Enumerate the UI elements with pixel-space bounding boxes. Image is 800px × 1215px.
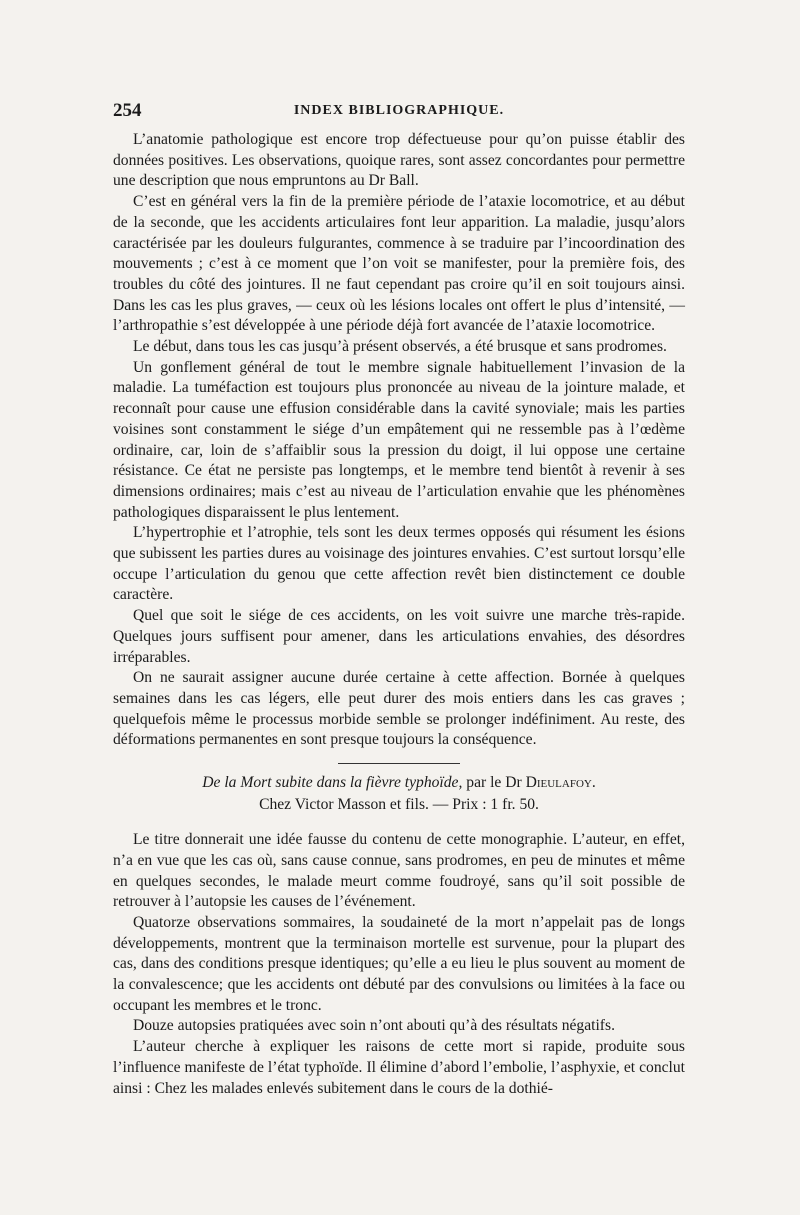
paragraph: L’anatomie pathologique est encore trop défectueuse pour qu’on puisse établir des données positives. Les observations, quoique rares, sont assez concordantes pour permettre une description que nous empruntons au Dr Ball. <box>113 131 685 190</box>
paragraph: L’hypertrophie et l’atrophie, tels sont les deux termes opposés qui résument les ésions que subissent les parties dures au voisinage des jointures envahies. C’est surtout lorsqu’elle occupe l’articulation du genou que cette affection revêt bien distinctement ce double caractère. <box>113 524 685 604</box>
running-title: INDEX BIBLIOGRAPHIQUE. <box>293 103 505 118</box>
review-title-by: par le Dr <box>462 774 526 792</box>
paragraph: Quel que soit le siége de ces accidents, on les voit suivre une marche très-rapide. Quelques jours suffisent pour amener, dans les articulations envahies, des désordres irréparables. <box>113 607 685 666</box>
review-author: Dieulafoy. <box>525 774 596 792</box>
section-divider <box>338 763 460 764</box>
paragraph: Le début, dans tous les cas jusqu’à présent observés, a été brusque et sans prodromes. <box>133 338 667 356</box>
review-title <box>113 772 685 794</box>
paragraph: Quatorze observations sommaires, la soudaineté de la mort n’appelait pas de longs développements, montrent que la terminaison mortelle est survenue, pour la plupart des cas, dans des conditions presque identiques; qu’elle a eu lieu le plus souvent au moment de la convalescence; que les accidents ont débuté par des convulsions ou limitées à la face ou occupant les membres et le tronc. <box>113 913 685 1014</box>
paragraph: Un gonflement général de tout le membre signale habituellement l’invasion de la maladie. La tuméfaction est toujours plus prononcée au niveau de la jointure malade, et reconnaît pour cause une effusion considérable dans la cavité synoviale; mais les parties voisines sont constamment le siége d’un empâtement qui ne ressemble pas à l’œdème ordinaire, car, loin de s’affaiblir sous la pression du doigt, il lui oppose une certaine résistance. Ce état ne persiste pas longtemps, et le membre tend bientôt à revenir à ses dimensions ordinaires; mais c’est au niveau de l’articulation envahie que les phénomènes pathologiques disparaissent le plus lentement. <box>113 358 685 521</box>
page-number: 254 <box>113 100 142 121</box>
paragraph: Le titre donnerait une idée fausse du contenu de cette monographie. L’auteur, en effet, n’a en vue que les cas où, sans cause connue, sans prodromes, en peu de minutes et même en quelques secondes, le malade meurt comme foudroyé, sans qu’il soit possible de retrouver à l’autopsie les causes de l’événement. <box>113 831 685 911</box>
paragraph: C’est en général vers la fin de la première période de l’ataxie locomotrice, et au début de la seconde, que les accidents articulaires font leur apparition. La maladie, jusqu’alors caractérisée par les douleurs fulgurantes, commence à se traduire par l’incoordination des mouvements ; c’est à ce moment que l’on voit se manifester, pour la première fois, des troubles du côté des jointures. Il ne faut cependant pas croire qu’il en soit toujours ainsi. Dans les cas les plus graves, — ceux où les lésions locales ont offert le plus d’intensité, — l’arthropathie s’est développée à une période déjà fort avancée de l’ataxie locomotrice. <box>113 193 685 335</box>
publisher-line: Chez Victor Masson et fils. — Prix : 1 fr. 50. <box>259 796 539 814</box>
paragraph: L’auteur cherche à expliquer les raisons de cette mort si rapide, produite sous l’influence manifeste de l’état typhoïde. Il élimine d’abord l’embolie, l’asphyxie, et conclut ainsi : Chez les malades enlevés subitement dans le cours de la dothié- <box>113 1038 685 1097</box>
paragraph: On ne saurait assigner aucune durée certaine à cette affection. Bornée à quelques semaines dans les cas légers, elle peut durer des mois entiers dans les cas graves ; quelquefois même le processus morbide semble se prolonger indéfiniment. Au reste, des déformations permanentes en sont presque toujours la conséquence. <box>113 669 685 749</box>
page-header <box>113 100 685 122</box>
review-title-text: De la Mort subite dans la fièvre typhoïde, <box>202 774 463 792</box>
body-text <box>113 130 685 1099</box>
paragraph: Douze autopsies pratiquées avec soin n’ont abouti qu’à des résultats négatifs. <box>133 1017 615 1035</box>
